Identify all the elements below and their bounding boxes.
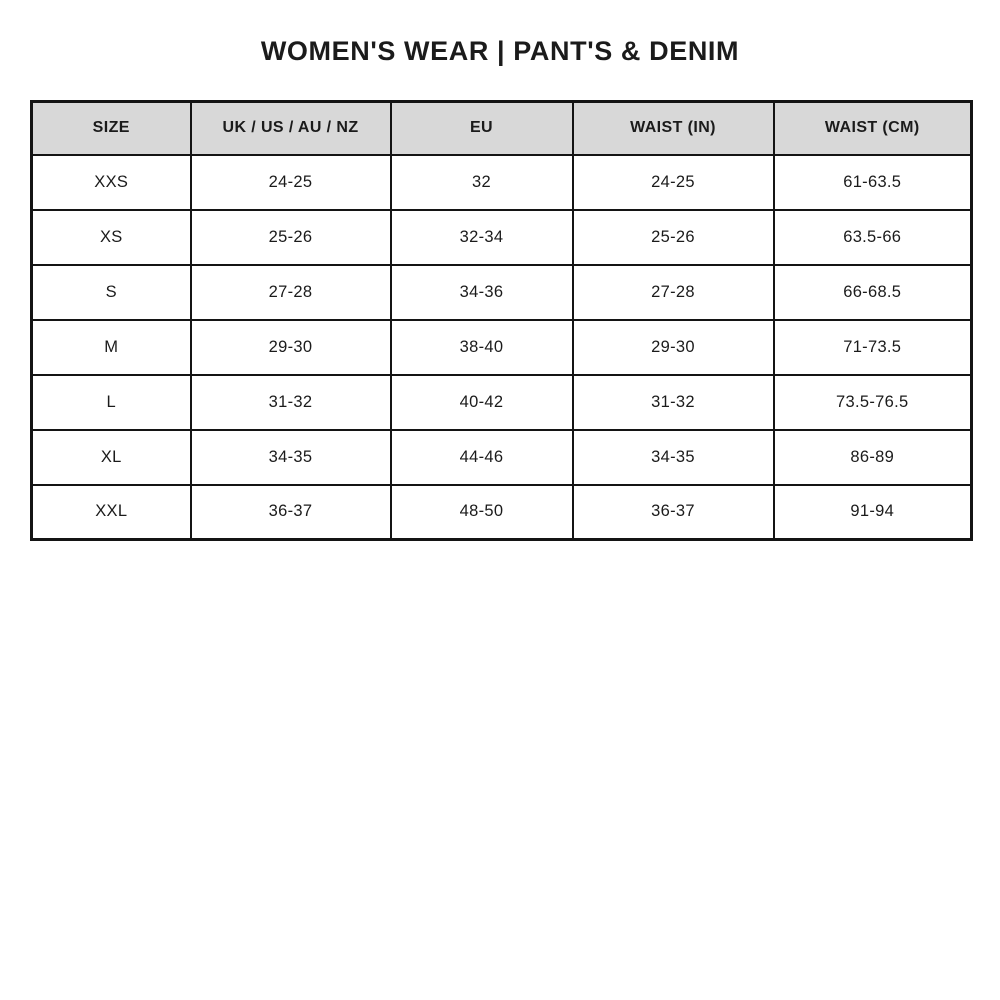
table-row bbox=[32, 430, 972, 485]
table-row bbox=[32, 320, 972, 375]
table-row bbox=[32, 155, 972, 210]
table-cell: 40-42 bbox=[391, 375, 573, 430]
table-cell: 44-46 bbox=[391, 430, 573, 485]
table-row bbox=[32, 485, 972, 540]
table-header-row bbox=[32, 102, 972, 155]
size-label-cell: L bbox=[32, 375, 191, 430]
table-cell: 38-40 bbox=[391, 320, 573, 375]
table-cell: 91-94 bbox=[774, 485, 972, 540]
size-label-cell: XL bbox=[32, 430, 191, 485]
column-header: UK / US / AU / NZ bbox=[191, 102, 391, 155]
size-label-cell: M bbox=[32, 320, 191, 375]
table-cell: 66-68.5 bbox=[774, 265, 972, 320]
size-label-cell: S bbox=[32, 265, 191, 320]
table-cell: 31-32 bbox=[573, 375, 774, 430]
size-label-cell: XXS bbox=[32, 155, 191, 210]
table-cell: 29-30 bbox=[573, 320, 774, 375]
page-title: WOMEN'S WEAR | PANT'S & DENIM bbox=[260, 36, 740, 66]
table-cell: 24-25 bbox=[191, 155, 391, 210]
table-cell: 73.5-76.5 bbox=[774, 375, 972, 430]
size-label-cell: XS bbox=[32, 210, 191, 265]
table-cell: 32-34 bbox=[391, 210, 573, 265]
size-chart-table bbox=[30, 100, 973, 541]
size-label-cell: XXL bbox=[32, 485, 191, 540]
table-cell: 32 bbox=[391, 155, 573, 210]
table-cell: 34-35 bbox=[191, 430, 391, 485]
table-cell: 34-35 bbox=[573, 430, 774, 485]
table-cell: 27-28 bbox=[191, 265, 391, 320]
table-cell: 31-32 bbox=[191, 375, 391, 430]
table-cell: 48-50 bbox=[391, 485, 573, 540]
table-cell: 29-30 bbox=[191, 320, 391, 375]
table-cell: 36-37 bbox=[191, 485, 391, 540]
table-row bbox=[32, 375, 972, 430]
table-row bbox=[32, 265, 972, 320]
table-cell: 34-36 bbox=[391, 265, 573, 320]
table-cell: 61-63.5 bbox=[774, 155, 972, 210]
column-header: WAIST (CM) bbox=[774, 102, 972, 155]
table-cell: 27-28 bbox=[573, 265, 774, 320]
table-cell: 63.5-66 bbox=[774, 210, 972, 265]
table-cell: 71-73.5 bbox=[774, 320, 972, 375]
column-header: WAIST (IN) bbox=[573, 102, 774, 155]
table-cell: 24-25 bbox=[573, 155, 774, 210]
table-cell: 25-26 bbox=[573, 210, 774, 265]
table-cell: 25-26 bbox=[191, 210, 391, 265]
table-cell: 36-37 bbox=[573, 485, 774, 540]
column-header: EU bbox=[391, 102, 573, 155]
table-row bbox=[32, 210, 972, 265]
column-header: SIZE bbox=[32, 102, 191, 155]
table-cell: 86-89 bbox=[774, 430, 972, 485]
